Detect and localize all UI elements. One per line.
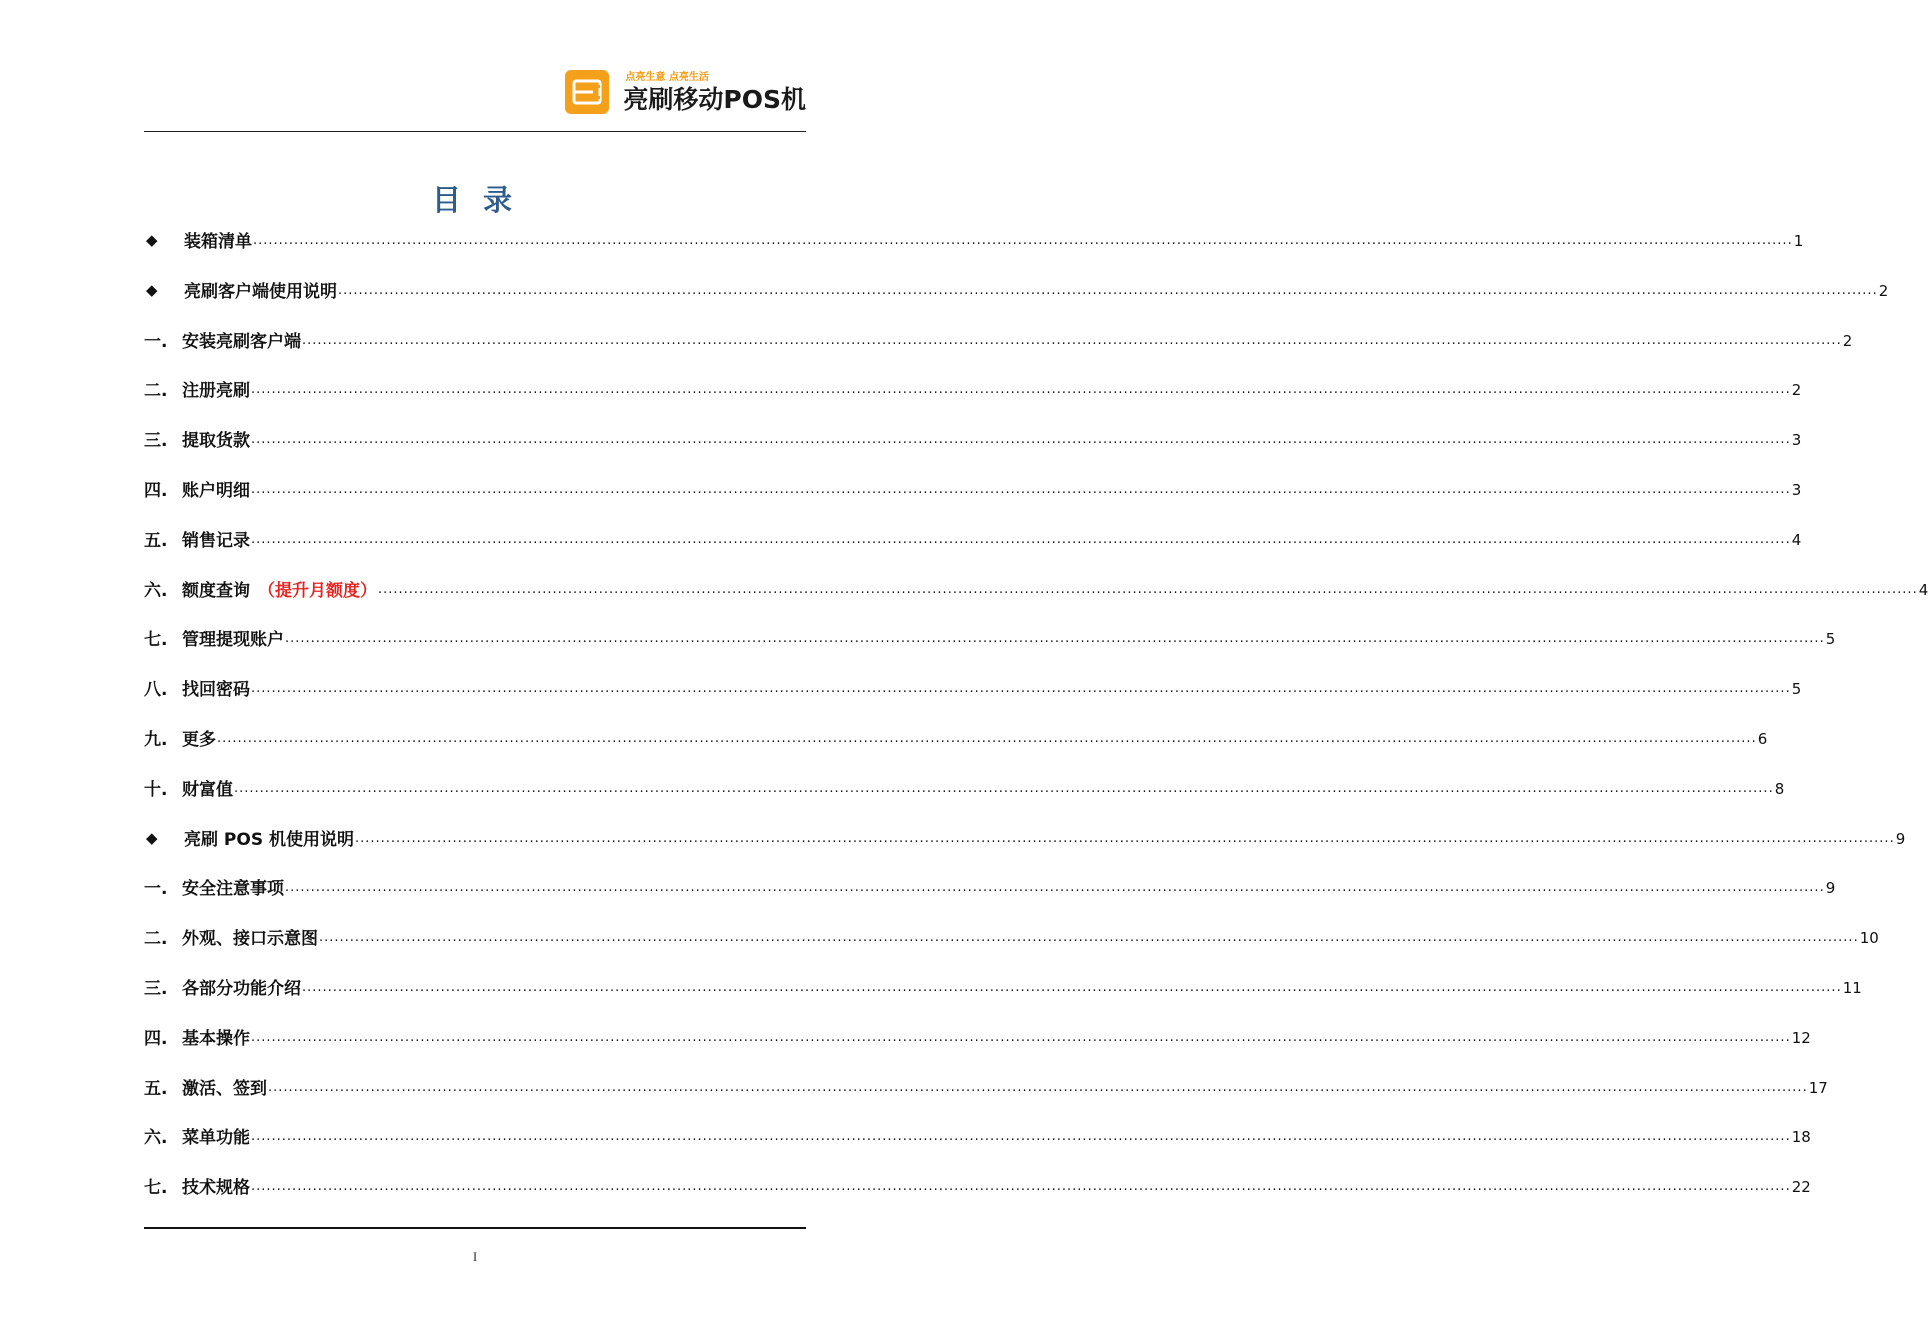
toc-entry[interactable]	[144, 527, 1802, 551]
brand-logo	[565, 68, 806, 116]
toc-entry-number: 一.	[144, 331, 168, 352]
toc-entry-number: 二.	[144, 929, 168, 950]
toc-entry-label: 激活、签到	[182, 1078, 267, 1099]
toc-entry-number: 三.	[144, 431, 168, 452]
toc-dot-leader: ............................................................................................................................................................................................................................................................................................................	[217, 731, 1757, 746]
toc-entry[interactable]	[144, 1124, 1811, 1149]
toc-entry-label: 装箱清单	[184, 232, 252, 252]
toc-entry-label: 各部分功能介绍	[182, 979, 301, 999]
toc-bullet-icon: ◆	[146, 828, 158, 847]
toc-entry[interactable]	[144, 278, 1889, 302]
toc-bullet-icon: ◆	[146, 231, 158, 249]
toc-entry-label: 基本操作	[182, 1028, 250, 1049]
toc-entry-label: 更多	[182, 730, 216, 750]
toc-entry-number: 八.	[144, 680, 168, 701]
logo-text	[623, 73, 806, 112]
toc-entry-label: 管理提现账户	[182, 630, 284, 651]
toc-dot-leader: ............................................................................................................................................................................................................................................................................................................	[285, 880, 1825, 896]
toc-entry[interactable]	[144, 726, 1768, 750]
toc-entry[interactable]	[144, 377, 1802, 402]
page-header	[144, 60, 806, 132]
toc-entry-label: 找回密码	[182, 680, 250, 701]
toc-entry-label: 安装亮刷客户端	[182, 331, 301, 352]
toc-entry-page: 9	[1895, 829, 1906, 848]
toc-dot-leader: ............................................................................................................................................................................................................................................................................................................	[251, 382, 1791, 398]
toc-entry[interactable]	[144, 676, 1802, 701]
toc-entry-number: 五.	[144, 530, 168, 551]
toc-dot-leader: ............................................................................................................................................................................................................................................................................................................	[253, 233, 1793, 248]
toc-entry-number: 六.	[144, 1128, 168, 1149]
toc-entry-page: 1	[1793, 232, 1804, 250]
toc-entry[interactable]	[144, 925, 1879, 950]
toc-dot-leader: ............................................................................................................................................................................................................................................................................................................	[268, 1079, 1808, 1095]
toc-entry[interactable]	[144, 776, 1785, 800]
toc-dot-leader: ............................................................................................................................................................................................................................................................................................................	[251, 482, 1791, 497]
logo-brand-name: 亮刷移动POS机	[623, 84, 806, 114]
toc-entry-number: 十.	[144, 779, 168, 800]
logo-mark-icon	[565, 70, 609, 114]
toc-entry-label: 菜单功能	[182, 1128, 250, 1149]
toc-entry-number: 五.	[144, 1078, 168, 1099]
toc-entry-label: 亮刷 POS 机使用说明	[184, 829, 354, 850]
toc-entry-number: 四.	[144, 1028, 168, 1049]
toc-dot-leader: ............................................................................................................................................................................................................................................................................................................	[251, 432, 1791, 448]
toc-entry-number: 一.	[144, 879, 168, 900]
toc-entry-label: 财富值	[182, 779, 233, 800]
toc-entry-label: 技术规格	[182, 1178, 250, 1199]
toc-entry-label: 外观、接口示意图	[182, 929, 318, 950]
toc-dot-leader: ............................................................................................................................................................................................................................................................................................................	[378, 581, 1918, 597]
toc-entry-label: 账户明细	[182, 481, 250, 501]
toc-entry-number: 六.	[144, 580, 168, 601]
toc-entry-number: 七.	[144, 1178, 168, 1199]
toc-dot-leader: ............................................................................................................................................................................................................................................................................................................	[302, 980, 1842, 995]
toc-entry[interactable]	[144, 228, 1804, 252]
toc-dot-leader: ............................................................................................................................................................................................................................................................................................................	[285, 631, 1825, 647]
header-rule	[144, 131, 806, 132]
toc-dot-leader: ............................................................................................................................................................................................................................................................................................................	[302, 332, 1842, 348]
toc-entry-page: 2	[1878, 281, 1889, 300]
toc-entry-page: 3	[1791, 431, 1802, 450]
toc-dot-leader: ............................................................................................................................................................................................................................................................................................................	[251, 1129, 1791, 1145]
toc-entry-page: 5	[1825, 630, 1836, 649]
toc-entry-page: 5	[1791, 680, 1802, 699]
toc-entry-page: 10	[1859, 929, 1879, 948]
toc-entry-label: 额度查询	[182, 580, 250, 601]
toc-entry-number: 九.	[144, 730, 168, 750]
toc-dot-leader: ............................................................................................................................................................................................................................................................................................................	[251, 1029, 1791, 1045]
toc-entry-page: 12	[1791, 1028, 1811, 1047]
logo-slogan: 点亮生意 点亮生活	[625, 71, 709, 83]
toc-bullet-icon: ◆	[146, 280, 158, 299]
toc-entry[interactable]	[144, 328, 1853, 352]
toc-entry-label: 亮刷客户端使用说明	[184, 281, 337, 302]
toc-entry[interactable]	[144, 1174, 1811, 1199]
toc-entry-number: 四.	[144, 481, 168, 501]
toc-dot-leader: ............................................................................................................................................................................................................................................................................................................	[234, 780, 1774, 796]
toc-entry-number: 三.	[144, 979, 168, 999]
toc-entry-page: 2	[1791, 381, 1802, 400]
footer-rule	[144, 1227, 806, 1229]
toc-dot-leader: ............................................................................................................................................................................................................................................................................................................	[355, 830, 1895, 846]
toc-entry[interactable]	[144, 626, 1836, 651]
toc-title: 目 录	[431, 183, 519, 217]
toc-entry[interactable]	[144, 975, 1862, 999]
toc-entry-page: 18	[1791, 1128, 1811, 1147]
toc-entry-page: 11	[1842, 979, 1862, 997]
toc-entry-page: 3	[1791, 481, 1802, 499]
toc-entry-page: 4	[1918, 580, 1928, 599]
toc-entry-label: 安全注意事项	[182, 879, 284, 900]
toc-entry[interactable]	[144, 826, 1906, 850]
toc-entry-label: 提取货款	[182, 431, 250, 452]
toc-dot-leader: ............................................................................................................................................................................................................................................................................................................	[319, 930, 1859, 946]
toc-dot-leader: ............................................................................................................................................................................................................................................................................................................	[251, 1179, 1791, 1195]
toc-entry-page: 9	[1825, 879, 1836, 898]
toc-entry[interactable]	[144, 875, 1836, 900]
toc-entry-label: 销售记录	[182, 530, 250, 551]
toc-entry-page: 4	[1791, 530, 1802, 549]
toc-entry-page: 8	[1774, 779, 1785, 798]
page-number: I	[472, 1249, 478, 1264]
toc-entry-page: 22	[1791, 1178, 1811, 1197]
toc-entry-page: 6	[1757, 730, 1768, 748]
toc-entry-page: 2	[1842, 331, 1853, 350]
toc-entry-number: 二.	[144, 381, 168, 402]
toc-dot-leader: ............................................................................................................................................................................................................................................................................................................	[251, 681, 1791, 697]
toc-entry[interactable]	[144, 477, 1802, 501]
toc-entry[interactable]	[144, 427, 1802, 452]
toc-entry-highlight: （提升月额度）	[258, 580, 377, 601]
toc-entry[interactable]	[144, 1075, 1828, 1099]
toc-dot-leader: ............................................................................................................................................................................................................................................................................................................	[251, 531, 1791, 547]
toc-entry-number: 七.	[144, 630, 168, 651]
toc-entry[interactable]	[144, 1025, 1811, 1049]
toc-dot-leader: ............................................................................................................................................................................................................................................................................................................	[338, 282, 1878, 298]
toc-entry-label: 注册亮刷	[182, 381, 250, 402]
toc-entry-page: 17	[1808, 1078, 1828, 1097]
toc-entry[interactable]	[144, 577, 1928, 601]
